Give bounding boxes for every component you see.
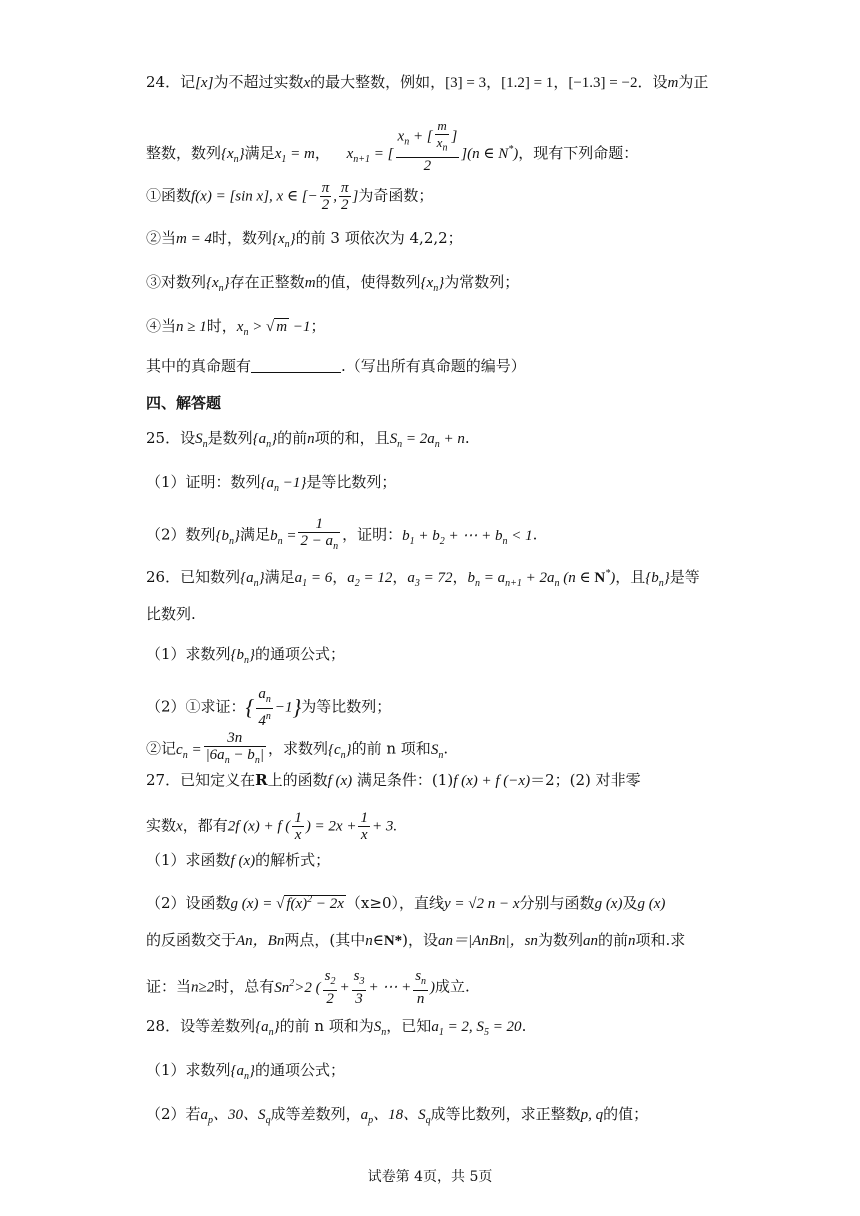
q26-line2: 比数列.	[146, 605, 196, 623]
q27-line3: 的反函数交于An，Bn两点，(其中n∈N*)，设an＝|AnBn|，sn为数列an的前n项和.求	[146, 931, 686, 949]
q27-part1: （1）求函数f (x)的解析式；	[146, 851, 331, 869]
q26-part3: ②记$c_n$ = $\frac{3n}{|6a_n - b_n|}$ ，求数列$\{c_n\}$的前 n 项和$S_n$.	[146, 730, 449, 766]
q28-part2: （2）若$a_p$、30、$S_q$成等差数列，$a_p$、18、$S_q$成等比数列，求正整数p, q的值；	[146, 1105, 649, 1126]
q25-part1: （1）证明：数列$\{a_n -1\}$是等比数列；	[146, 473, 397, 494]
q27-line1: 27．已知定义在R上的函数f (x) 满足条件：(1)f (x) + f (−x)＝2；(2) 对非零	[146, 771, 641, 789]
q26-part2: （2）①求证：{ $\frac{a_n}{4^n}$ −1}为等比数列；	[146, 686, 392, 729]
q27-line4: 证：当n≥2时，总有$Sn^2>2$ ( $\frac{s_2}{2}$ + $\frac{s_3}{3}$ + ⋯ + $\frac{s_n}{n}$ )成立.	[146, 968, 470, 1007]
q24-line2: 整数，数列$\{x_n\}$满足$x_1 = m$， $x_{n+1}$ = [ $x_n$ + [ $\frac{m}{x_n}$ ] 2 ](n ∈ N*)，现有下列命题：	[146, 118, 639, 174]
q24-prop1: ①函数f(x) = [sin x], x ∈ [− $\frac{\pi}{2}$ , $\frac{\pi}{2}$ ]为奇函数；	[146, 180, 434, 213]
q26-part1: （1）求数列$\{b_n\}$的通项公式；	[146, 645, 346, 666]
q24-tail: 其中的真命题有 .（写出所有真命题的编号）	[146, 357, 526, 375]
q24-prop3: ③对数列$\{x_n\}$存在正整数m的值，使得数列$\{x_n\}$为常数列；	[146, 273, 520, 294]
q24-prop4: ④当n ≥ 1时，$x_n$ > √ m −1；	[146, 317, 326, 338]
q26-line1: 26．已知数列$\{a_n\}$满足$a_1 = 6$，$a_2 = 12$，$a_3 = 72$，$b_n = a_{n+1} + 2a_n$ (n ∈ N*)，且$\{b_n\}$是等	[146, 568, 700, 589]
q24-prop2: ②当m = 4时，数列$\{x_n\}$的前 3 项依次为 4,2,2；	[146, 229, 463, 250]
q27-part2: （2）设函数g (x) = √ $f(x)^2 - 2x$ （x≥0），直线y = √2 n − x分别与函数g (x)及g (x)	[146, 894, 666, 912]
section-heading: 四、解答题	[146, 394, 222, 412]
q28-part1: （1）求数列$\{a_n\}$的通项公式；	[146, 1061, 346, 1082]
page-footer: 试卷第 4页，共 5页	[367, 1169, 493, 1185]
q27-line2: 实数x，都有2f (x) + f ( $\frac{1}{x}$ ) = 2x + $\frac{1}{x}$ + 3.	[146, 810, 398, 843]
q25-line1: 25．设$S_n$是数列$\{a_n\}$的前n项的和，且$S_n = 2a_n + n$.	[146, 429, 470, 450]
answer-blank[interactable]	[251, 358, 341, 373]
q28-line1: 28．设等差数列$\{a_n\}$的前 n 项和为$S_n$，已知$a_1 = 2$, $S_5 = 20$.	[146, 1017, 527, 1038]
q24-line1: 24．记[x]为不超过实数x的最大整数，例如，[3] = 3，[1.2] = 1，[−1.3] = −2．设m为正	[146, 73, 709, 91]
q25-part2: （2）数列$\{b_n\}$满足$b_n$ = $\frac{1}{2 - a_n}$ ，证明：$b_1 + b_2$ + ⋯ + $b_n < 1$.	[146, 516, 538, 552]
